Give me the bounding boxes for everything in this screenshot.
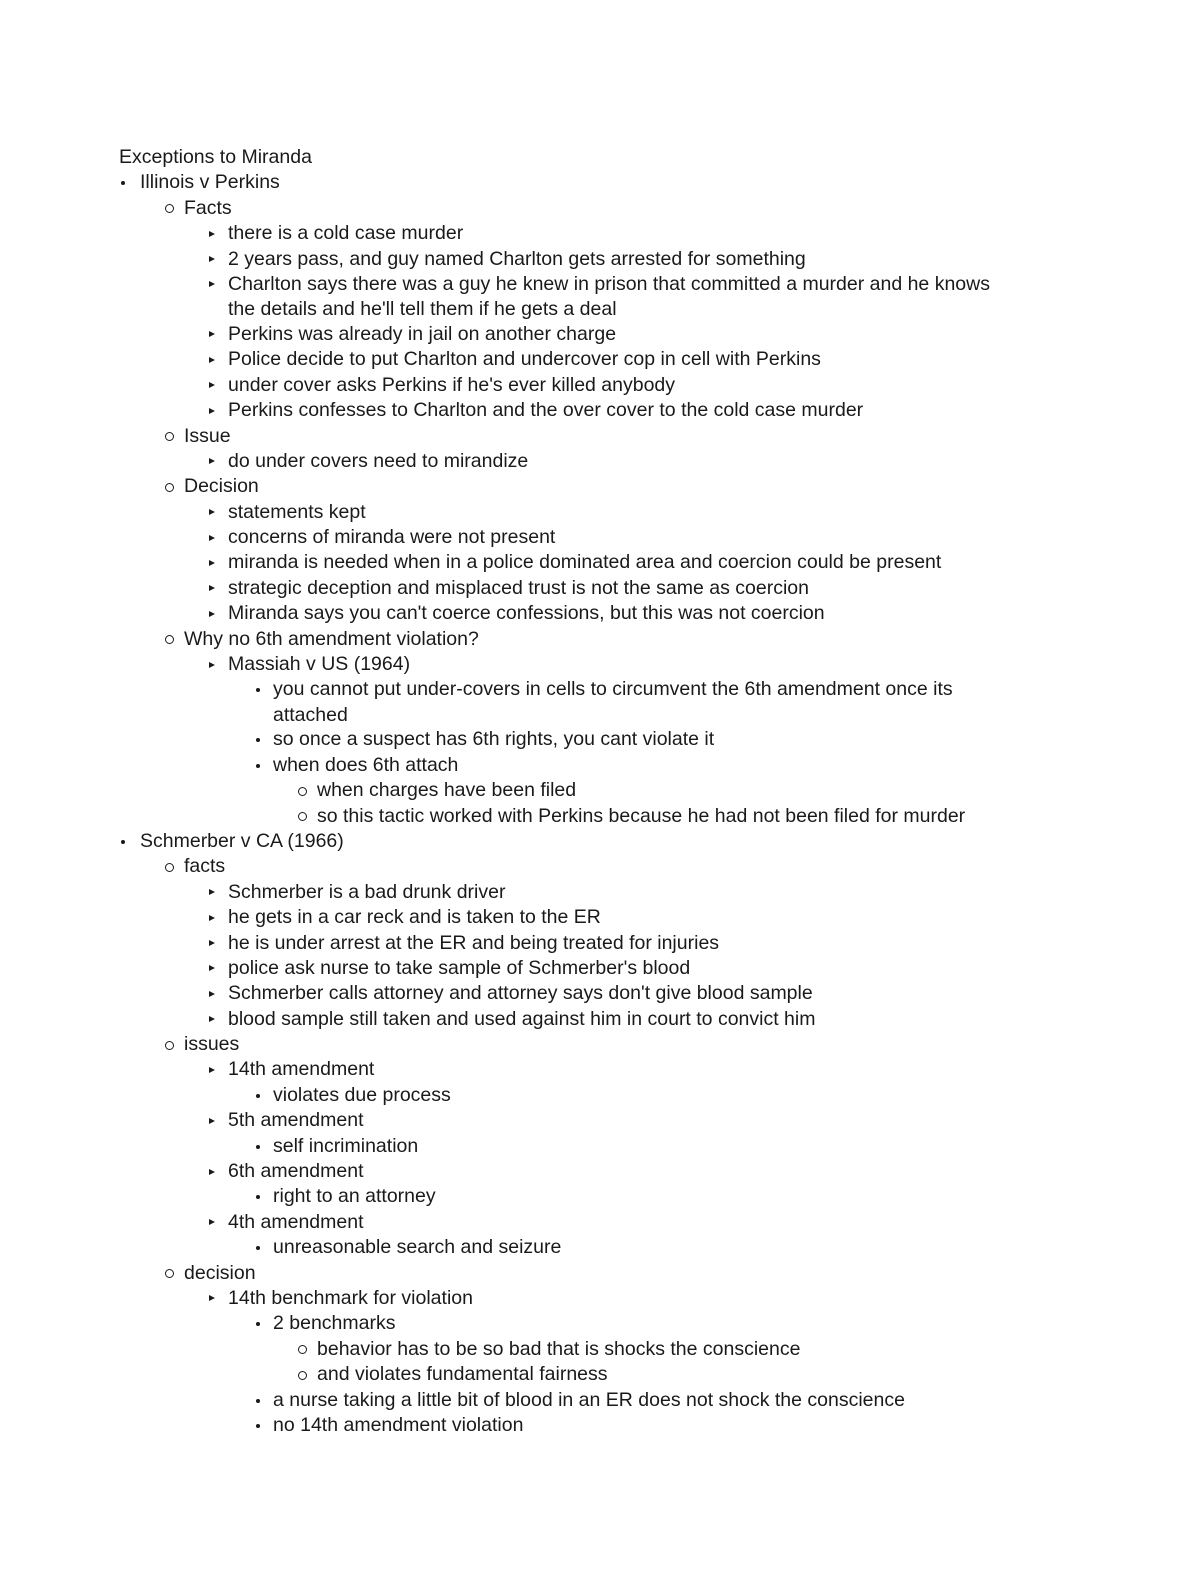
outline-item-level-5 xyxy=(0,1337,1200,1362)
outline-item-level-4 xyxy=(0,1311,1200,1336)
bullet-triangle-icon xyxy=(209,889,215,895)
bullet-dot-icon xyxy=(256,1195,260,1199)
outline-item-level-2 xyxy=(0,424,1200,449)
bullet-dot-icon xyxy=(256,738,260,742)
outline-item-text: he is under arrest at the ER and being treated for injuries xyxy=(228,931,720,954)
outline-item-text: strategic deception and misplaced trust is not the same as coercion xyxy=(228,576,809,599)
outline-item-text: decision xyxy=(184,1261,256,1284)
outline-item-text: violates due process xyxy=(273,1083,451,1106)
outline-item-text: Police decide to put Charlton and undercover cop in cell with Perkins xyxy=(228,348,821,371)
outline-item-level-1 xyxy=(0,829,1200,854)
outline-item-text: under cover asks Perkins if he's ever killed anybody xyxy=(228,373,676,396)
outline-item-level-4 xyxy=(0,1083,1200,1108)
outline-item-level-4 xyxy=(0,703,1200,728)
outline-item-text: and violates fundamental fairness xyxy=(317,1363,608,1386)
outline-item-level-4 xyxy=(0,1184,1200,1209)
outline-item-level-3 xyxy=(0,652,1200,677)
bullet-triangle-icon xyxy=(209,256,215,262)
outline-item-level-2 xyxy=(0,474,1200,499)
outline-item-text: police ask nurse to take sample of Schmerber's blood xyxy=(228,956,691,979)
outline-item-level-4 xyxy=(0,1134,1200,1159)
outline-item-level-3 xyxy=(0,322,1200,347)
bullet-dot-icon xyxy=(256,1399,260,1403)
outline-item-level-2 xyxy=(0,196,1200,221)
bullet-triangle-icon xyxy=(209,535,215,541)
outline-item-level-4 xyxy=(0,677,1200,702)
outline-item-level-3 xyxy=(0,956,1200,981)
outline-item-level-3 xyxy=(0,247,1200,272)
bullet-circle-icon xyxy=(298,1345,307,1354)
bullet-triangle-icon xyxy=(209,965,215,971)
bullet-circle-icon xyxy=(298,787,307,796)
document-title xyxy=(0,145,1200,170)
outline-item-level-3 xyxy=(0,550,1200,575)
bullet-triangle-icon xyxy=(209,940,215,946)
bullet-triangle-icon xyxy=(209,1219,215,1225)
outline-item-text: Why no 6th amendment violation? xyxy=(184,627,479,650)
bullet-triangle-icon xyxy=(209,611,215,617)
bullet-circle-icon xyxy=(165,863,174,872)
outline-item-text: there is a cold case murder xyxy=(228,222,464,245)
outline-item-text: facts xyxy=(184,855,226,878)
outline-item-level-5 xyxy=(0,778,1200,803)
outline-item-text: blood sample still taken and used against him in court to convict him xyxy=(228,1007,816,1030)
outline-item-text: 2 benchmarks xyxy=(273,1312,396,1335)
outline-item-text: Issue xyxy=(184,424,231,447)
outline-item-level-3 xyxy=(0,1007,1200,1032)
bullet-triangle-icon xyxy=(209,915,215,921)
outline-item-level-3 xyxy=(0,500,1200,525)
bullet-triangle-icon xyxy=(209,662,215,668)
outline-item-text: statements kept xyxy=(228,500,366,523)
bullet-dot-icon xyxy=(256,1246,260,1250)
outline-item-level-3 xyxy=(0,1057,1200,1082)
outline-item-level-3 xyxy=(0,601,1200,626)
bullet-circle-icon xyxy=(165,432,174,441)
outline-item-text: he gets in a car reck and is taken to the ER xyxy=(228,906,601,929)
outline-item-text: 14th amendment xyxy=(228,1058,375,1081)
outline-item-text: 14th benchmark for violation xyxy=(228,1286,473,1309)
bullet-dot-icon xyxy=(256,688,260,692)
bullet-triangle-icon xyxy=(209,408,215,414)
outline-item-level-3 xyxy=(0,1286,1200,1311)
outline-item-text: miranda is needed when in a police dominated area and coercion could be present xyxy=(228,551,942,574)
outline-item-level-3 xyxy=(0,272,1200,297)
outline-item-text: concerns of miranda were not present xyxy=(228,526,556,549)
bullet-dot-icon xyxy=(256,1424,260,1428)
outline-item-text: 5th amendment xyxy=(228,1109,364,1132)
outline-item-text: unreasonable search and seizure xyxy=(273,1236,562,1259)
bullet-triangle-icon xyxy=(209,1169,215,1175)
outline-item-text: Charlton says there was a guy he knew in prison that committed a murder and he knows xyxy=(228,272,990,295)
outline-item-text: Facts xyxy=(184,196,232,219)
bullet-triangle-icon xyxy=(209,331,215,337)
bullet-circle-icon xyxy=(165,483,174,492)
outline-item-text: you cannot put under-covers in cells to circumvent the 6th amendment once its xyxy=(273,678,953,701)
outline-item-text: so once a suspect has 6th rights, you cant violate it xyxy=(273,728,715,751)
bullet-triangle-icon xyxy=(209,1067,215,1073)
notes-document xyxy=(0,145,1200,1438)
outline-item-text: self incrimination xyxy=(273,1134,419,1157)
outline-item-level-4 xyxy=(0,1235,1200,1260)
bullet-circle-icon xyxy=(165,1041,174,1050)
bullet-circle-icon xyxy=(165,635,174,644)
outline-item-text: right to an attorney xyxy=(273,1185,436,1208)
outline-item-text: Illinois v Perkins xyxy=(140,171,280,194)
bullet-triangle-icon xyxy=(209,382,215,388)
outline-item-level-5 xyxy=(0,1362,1200,1387)
outline-item-level-3 xyxy=(0,1210,1200,1235)
outline-item-text: Miranda says you can't coerce confessions, but this was not coercion xyxy=(228,602,825,625)
outline-item-text: when does 6th attach xyxy=(273,753,459,776)
outline-item-level-3 xyxy=(0,373,1200,398)
outline-item-text: behavior has to be so bad that is shocks the conscience xyxy=(317,1337,801,1360)
outline-item-level-3 xyxy=(0,576,1200,601)
outline-item-level-3 xyxy=(0,297,1200,322)
outline-item-level-3 xyxy=(0,347,1200,372)
outline-item-level-4 xyxy=(0,753,1200,778)
outline-item-text: 2 years pass, and guy named Charlton gets arrested for something xyxy=(228,247,806,270)
outline-item-level-3 xyxy=(0,525,1200,550)
bullet-dot-icon xyxy=(256,1322,260,1326)
bullet-triangle-icon xyxy=(209,991,215,997)
bullet-triangle-icon xyxy=(209,231,215,237)
outline-item-level-3 xyxy=(0,449,1200,474)
outline-item-level-2 xyxy=(0,627,1200,652)
outline-item-level-3 xyxy=(0,981,1200,1006)
bullet-triangle-icon xyxy=(209,458,215,464)
outline-item-level-3 xyxy=(0,1159,1200,1184)
outline-item-text: a nurse taking a little bit of blood in an ER does not shock the conscience xyxy=(273,1388,905,1411)
outline-item-text: 6th amendment xyxy=(228,1160,364,1183)
bullet-dot-icon xyxy=(256,1145,260,1149)
bullet-triangle-icon xyxy=(209,509,215,515)
outline-item-level-3 xyxy=(0,880,1200,905)
bullet-circle-icon xyxy=(165,1269,174,1278)
outline-item-text: 4th amendment xyxy=(228,1210,364,1233)
outline-item-level-3 xyxy=(0,1108,1200,1133)
bullet-dot-icon xyxy=(256,764,260,768)
outline-item-text: Decision xyxy=(184,475,259,498)
outline-item-text: no 14th amendment violation xyxy=(273,1413,524,1436)
bullet-circle-icon xyxy=(298,812,307,821)
outline-item-level-3 xyxy=(0,221,1200,246)
outline-item-text: when charges have been filed xyxy=(317,779,577,802)
bullet-triangle-icon xyxy=(209,1295,215,1301)
outline-item-level-5 xyxy=(0,804,1200,829)
outline-item-text: attached xyxy=(273,703,348,726)
outline-item-text: Schmerber is a bad drunk driver xyxy=(228,880,506,903)
outline-item-text: Perkins confesses to Charlton and the over cover to the cold case murder xyxy=(228,399,864,422)
bullet-triangle-icon xyxy=(209,281,215,287)
outline-item-text: Perkins was already in jail on another charge xyxy=(228,322,617,345)
outline-item-level-3 xyxy=(0,905,1200,930)
bullet-dot-icon xyxy=(121,181,125,185)
outline-item-text: so this tactic worked with Perkins because he had not been filed for murder xyxy=(317,804,966,827)
bullet-dot-icon xyxy=(121,840,125,844)
bullet-triangle-icon xyxy=(209,585,215,591)
outline-item-text: Massiah v US (1964) xyxy=(228,653,411,676)
outline-item-level-4 xyxy=(0,727,1200,752)
bullet-triangle-icon xyxy=(209,1016,215,1022)
outline-item-level-3 xyxy=(0,398,1200,423)
outline-item-text: the details and he'll tell them if he gets a deal xyxy=(228,298,617,321)
bullet-triangle-icon xyxy=(209,560,215,566)
outline-item-level-3 xyxy=(0,931,1200,956)
outline-item-level-1 xyxy=(0,170,1200,195)
outline-item-text: issues xyxy=(184,1033,240,1056)
outline-item-text: Schmerber v CA (1966) xyxy=(140,829,344,852)
title-text: Exceptions to Miranda xyxy=(119,146,312,168)
bullet-triangle-icon xyxy=(209,1118,215,1124)
outline-item-text: Schmerber calls attorney and attorney says don't give blood sample xyxy=(228,982,813,1005)
outline-item-level-2 xyxy=(0,854,1200,879)
bullet-circle-icon xyxy=(165,204,174,213)
outline-item-level-4 xyxy=(0,1388,1200,1413)
outline-item-level-2 xyxy=(0,1261,1200,1286)
outline-item-level-2 xyxy=(0,1032,1200,1057)
bullet-circle-icon xyxy=(298,1371,307,1380)
bullet-triangle-icon xyxy=(209,357,215,363)
outline-item-level-4 xyxy=(0,1413,1200,1438)
outline-item-text: do under covers need to mirandize xyxy=(228,449,529,472)
bullet-dot-icon xyxy=(256,1094,260,1098)
